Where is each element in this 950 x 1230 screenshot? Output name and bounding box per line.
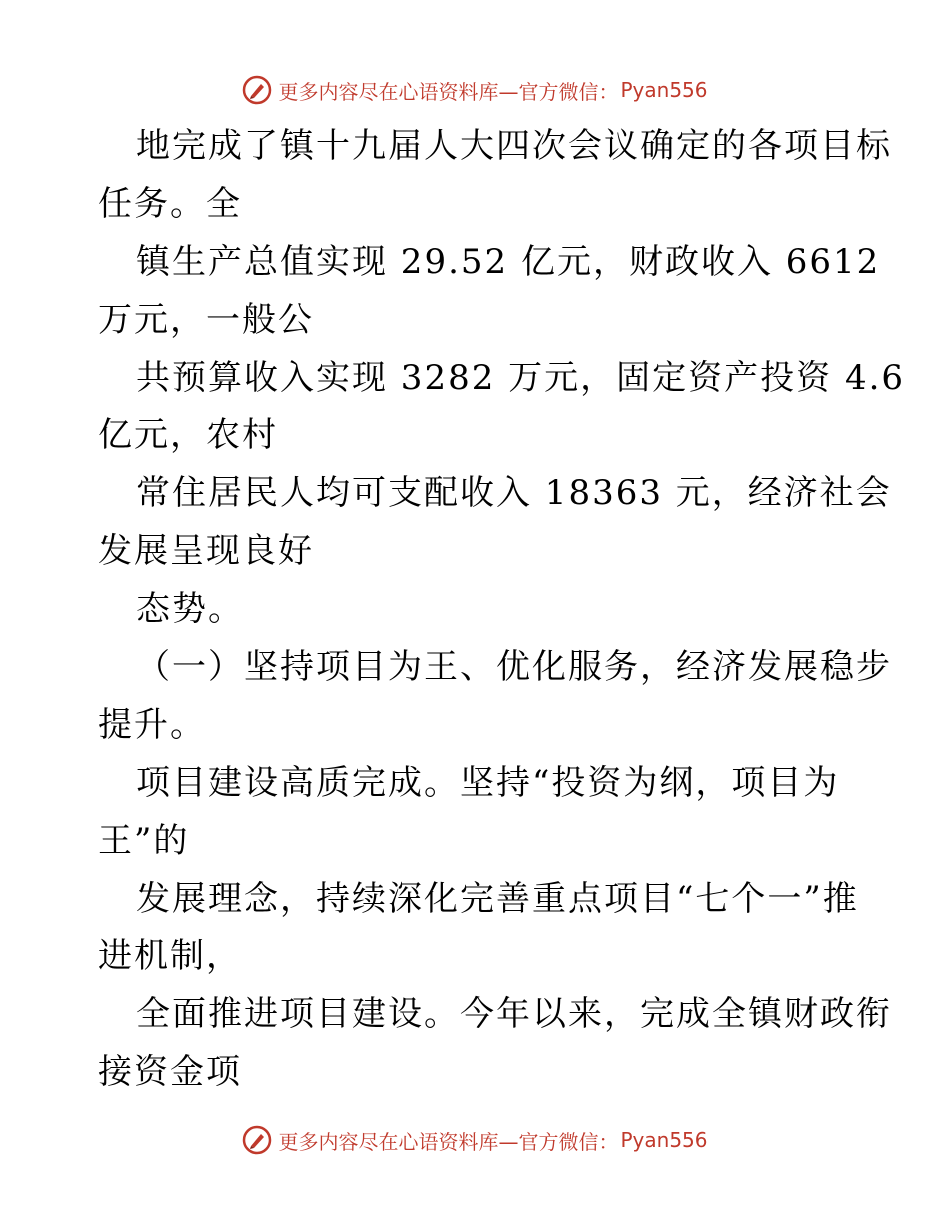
text-line: 镇生产总值实现 29.52 亿元，财政收入 6612 bbox=[136, 241, 881, 282]
pen-logo-icon bbox=[242, 75, 272, 105]
text-line: 常住居民人均可支配收入 18363 元，经济社会 bbox=[136, 473, 892, 514]
text-line: 任务。全 bbox=[98, 183, 242, 224]
watermark-header bbox=[0, 70, 950, 110]
text-line: 亿元，农村 bbox=[98, 415, 278, 456]
text-line: 项目建设高质完成。坚持“投资为纲，项目为 bbox=[136, 762, 840, 803]
watermark-footer bbox=[0, 1120, 950, 1160]
text-line: 地完成了镇十九届人大四次会议确定的各项目标 bbox=[136, 126, 892, 166]
text-line: 共预算收入实现 3282 万元，固定资产投资 4.6 bbox=[136, 357, 906, 398]
watermark-id: Pyan556 bbox=[620, 1128, 708, 1152]
text-line: 发展理念，持续深化完善重点项目“七个一”推 bbox=[136, 878, 859, 919]
section-heading-line: 提升。 bbox=[98, 704, 206, 745]
section-heading-line: （一）坚持项目为王、优化服务，经济发展稳步 bbox=[136, 647, 892, 688]
document-body bbox=[0, 118, 950, 1102]
text-line: 进机制， bbox=[98, 936, 242, 977]
text-line: 王”的 bbox=[98, 820, 190, 861]
watermark-text: 更多内容尽在心语资料库—官方微信： bbox=[278, 79, 619, 104]
text-line: 发展呈现良好 bbox=[98, 531, 314, 572]
text-line: 万元，一般公 bbox=[98, 299, 314, 340]
watermark-id: Pyan556 bbox=[620, 78, 708, 102]
pen-logo-icon bbox=[242, 1125, 272, 1155]
text-line: 态势。 bbox=[136, 589, 244, 630]
text-line: 接资金项 bbox=[98, 1052, 242, 1093]
text-line: 全面推进项目建设。今年以来，完成全镇财政衔 bbox=[136, 994, 892, 1035]
watermark-text: 更多内容尽在心语资料库—官方微信： bbox=[278, 1129, 619, 1154]
